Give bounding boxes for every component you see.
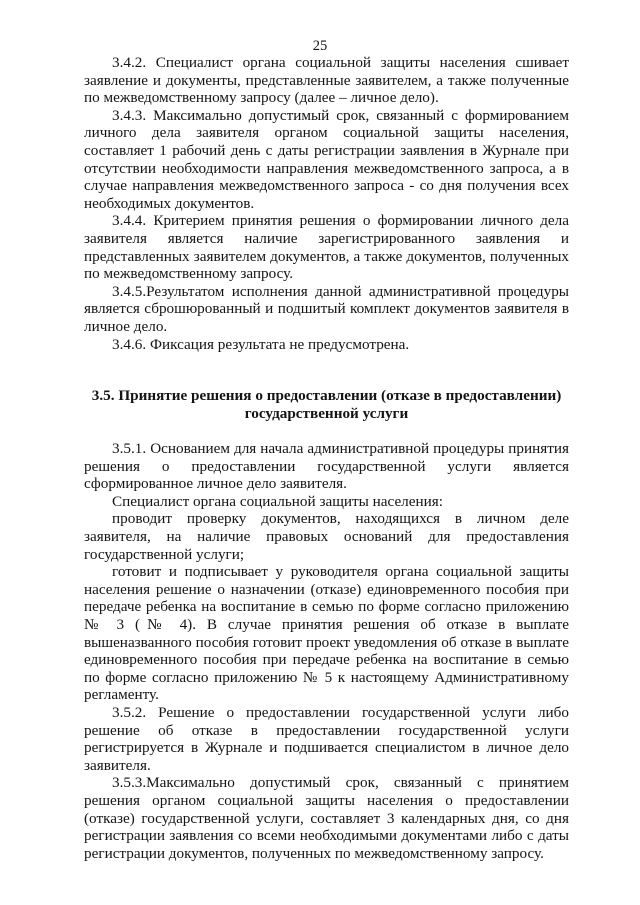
paragraph-3-4-5: 3.4.5.Результатом исполнения данной административной процедуры является сброшюрованный и подшитый комплект документов заявителя в личное дело. — [84, 282, 569, 335]
paragraph-3-5-2: 3.5.2. Решение о предоставлении государственной услуги либо решение об отказе в предоставлении государственной услуги регистрируется в Журнале и подшивается специалистом в личное дело заявителя. — [84, 704, 569, 774]
page-content — [84, 54, 569, 862]
page-number: 25 — [312, 38, 328, 54]
section-heading-3-5 — [84, 387, 569, 423]
paragraph-prepare-decision: готовит и подписывает у руководителя органа социальной защиты населения решение о назначении (отказе) единовременного пособия при передаче ребенка на воспитание в семью по форме согласно приложению № 3 (№ 4). В случае принятия решения об отказе в выплате вышеназванного пособия готовит проект уведомления об отказе в выплате единовременного пособия при передаче ребенка на воспитание в семью по форме согласно приложению № 5 к настоящему Административному регламенту. — [84, 563, 569, 704]
paragraph-specialist: Специалист органа социальной защиты населения: — [112, 492, 443, 510]
spacer — [84, 423, 569, 440]
section-heading-line-2: государственной услуги — [244, 405, 409, 423]
paragraph-3-4-3: 3.4.3. Максимально допустимый срок, связанный с формированием личного дела заявителя органом социальной защиты населения, составляет 1 рабочий день с даты регистрации заявления в Журнале при отсутствии необходимости направления межведомственного запроса, а в случае направления межведомственного запроса - со дня получения всех необходимых документов. — [84, 106, 569, 212]
paragraph-check-documents: проводит проверку документов, находящихся в личном деле заявителя, на наличие правовых оснований для предоставления государственной услуги; — [84, 510, 569, 563]
paragraph-3-4-4: 3.4.4. Критерием принятия решения о формировании личного дела заявителя является наличие зарегистрированного заявления и представленных заявителем документов, а также документов, полученных по межведомственному запросу. — [84, 212, 569, 283]
paragraph-3-4-6: 3.4.6. Фиксация результата не предусмотрена. — [112, 335, 410, 353]
paragraph-3-4-2: 3.4.2. Специалист органа социальной защиты населения сшивает заявление и документы, представленные заявителем, а также полученные по межведомственному запросу (далее – личное дело). — [84, 54, 569, 107]
paragraph-3-5-1: 3.5.1. Основанием для начала административной процедуры принятия решения о предоставлении государственной услуги является сформированное личное дело заявителя. — [84, 440, 569, 493]
section-heading-line-1: 3.5. Принятие решения о предоставлении (отказе в предоставлении) — [91, 387, 562, 405]
spacer — [84, 353, 569, 387]
paragraph-3-5-3: 3.5.3.Максимально допустимый срок, связанный с принятием решения органом социальной защиты населения о предоставлении (отказе) государственной услуги, составляет 3 календарных дня, со дня регистрации заявления со всеми необходимыми документами либо с даты регистрации документов, полученных по межведомственному запросу. — [84, 774, 569, 862]
